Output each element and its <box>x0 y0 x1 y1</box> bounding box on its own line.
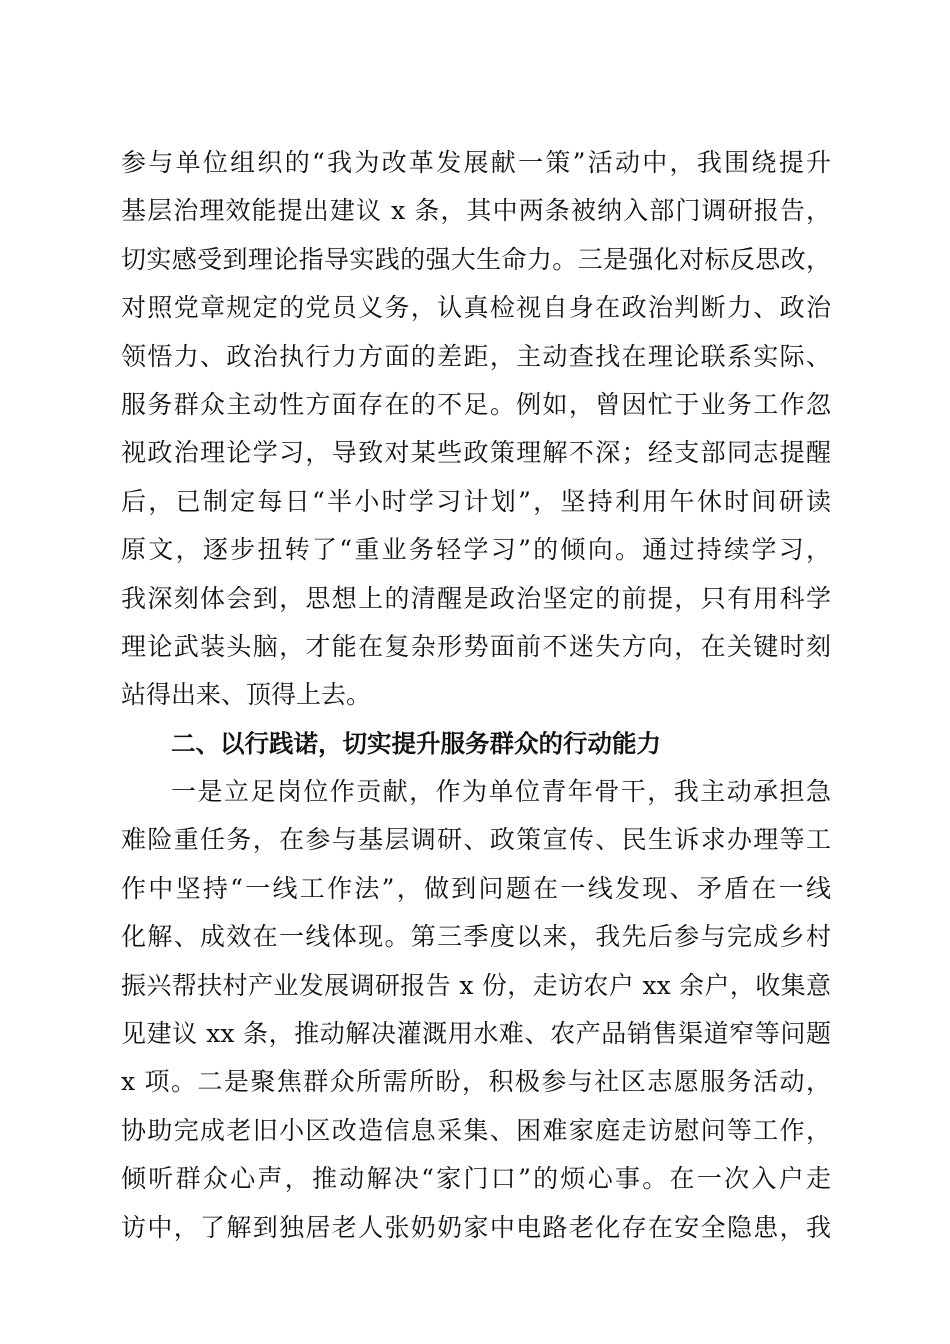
text-line: 我深刻体会到，思想上的清醒是政治坚定的前提，只有用科学 <box>121 583 831 613</box>
document-body <box>121 139 831 1252</box>
text-line: 领悟力、政治执行力方面的差距，主动查找在理论联系实际、 <box>121 341 831 371</box>
text-line: 视政治理论学习，导致对某些政策理解不深；经支部同志提醒 <box>121 438 831 468</box>
text-line: 后，已制定每日“半小时学习计划”，坚持利用午休时间研读 <box>121 486 831 516</box>
text-line: 理论武装头脑，才能在复杂形势面前不迷失方向，在关键时刻 <box>121 631 831 661</box>
text-line: 见建议 xx 条，推动解决灌溉用水难、农产品销售渠道窄等问题 <box>121 1019 831 1049</box>
text-line: 参与单位组织的“我为改革发展献一策”活动中，我围绕提升 <box>121 148 831 177</box>
text-line: 一是立足岗位作贡献，作为单位青年骨干，我主动承担急 <box>171 777 831 807</box>
text-line: 服务群众主动性方面存在的不足。例如，曾因忙于业务工作忽 <box>121 389 831 419</box>
text-line: 访中，了解到独居老人张奶奶家中电路老化存在安全隐患，我 <box>121 1212 831 1242</box>
text-line: 振兴帮扶村产业发展调研报告 x 份，走访农户 xx 余户，收集意 <box>121 970 831 1000</box>
text-line: 基层治理效能提出建议 x 条，其中两条被纳入部门调研报告， <box>121 196 831 226</box>
text-line: 化解、成效在一线体现。第三季度以来，我先后参与完成乡村 <box>121 922 831 952</box>
text-line: 难险重任务，在参与基层调研、政策宣传、民生诉求办理等工 <box>121 825 831 855</box>
section-heading: 二、以行践诺，切实提升服务群众的行动能力 <box>171 728 661 758</box>
text-line: 倾听群众心声，推动解决“家门口”的烦心事。在一次入户走 <box>121 1164 831 1194</box>
text-line: x 项。二是聚焦群众所需所盼，积极参与社区志愿服务活动， <box>121 1067 831 1097</box>
text-line: 作中坚持“一线工作法”，做到问题在一线发现、矛盾在一线 <box>121 873 831 903</box>
text-line: 站得出来、顶得上去。 <box>121 680 372 710</box>
text-line: 对照党章规定的党员义务，认真检视自身在政治判断力、政治 <box>121 293 831 323</box>
paragraph-continuation <box>121 139 831 720</box>
text-line: 原文，逐步扭转了“重业务轻学习”的倾向。通过持续学习， <box>121 535 831 565</box>
paragraph-action <box>121 768 831 1252</box>
text-line: 切实感受到理论指导实践的强大生命力。三是强化对标反思改， <box>121 244 831 274</box>
text-line: 协助完成老旧小区改造信息采集、困难家庭走访慰问等工作， <box>121 1115 831 1145</box>
